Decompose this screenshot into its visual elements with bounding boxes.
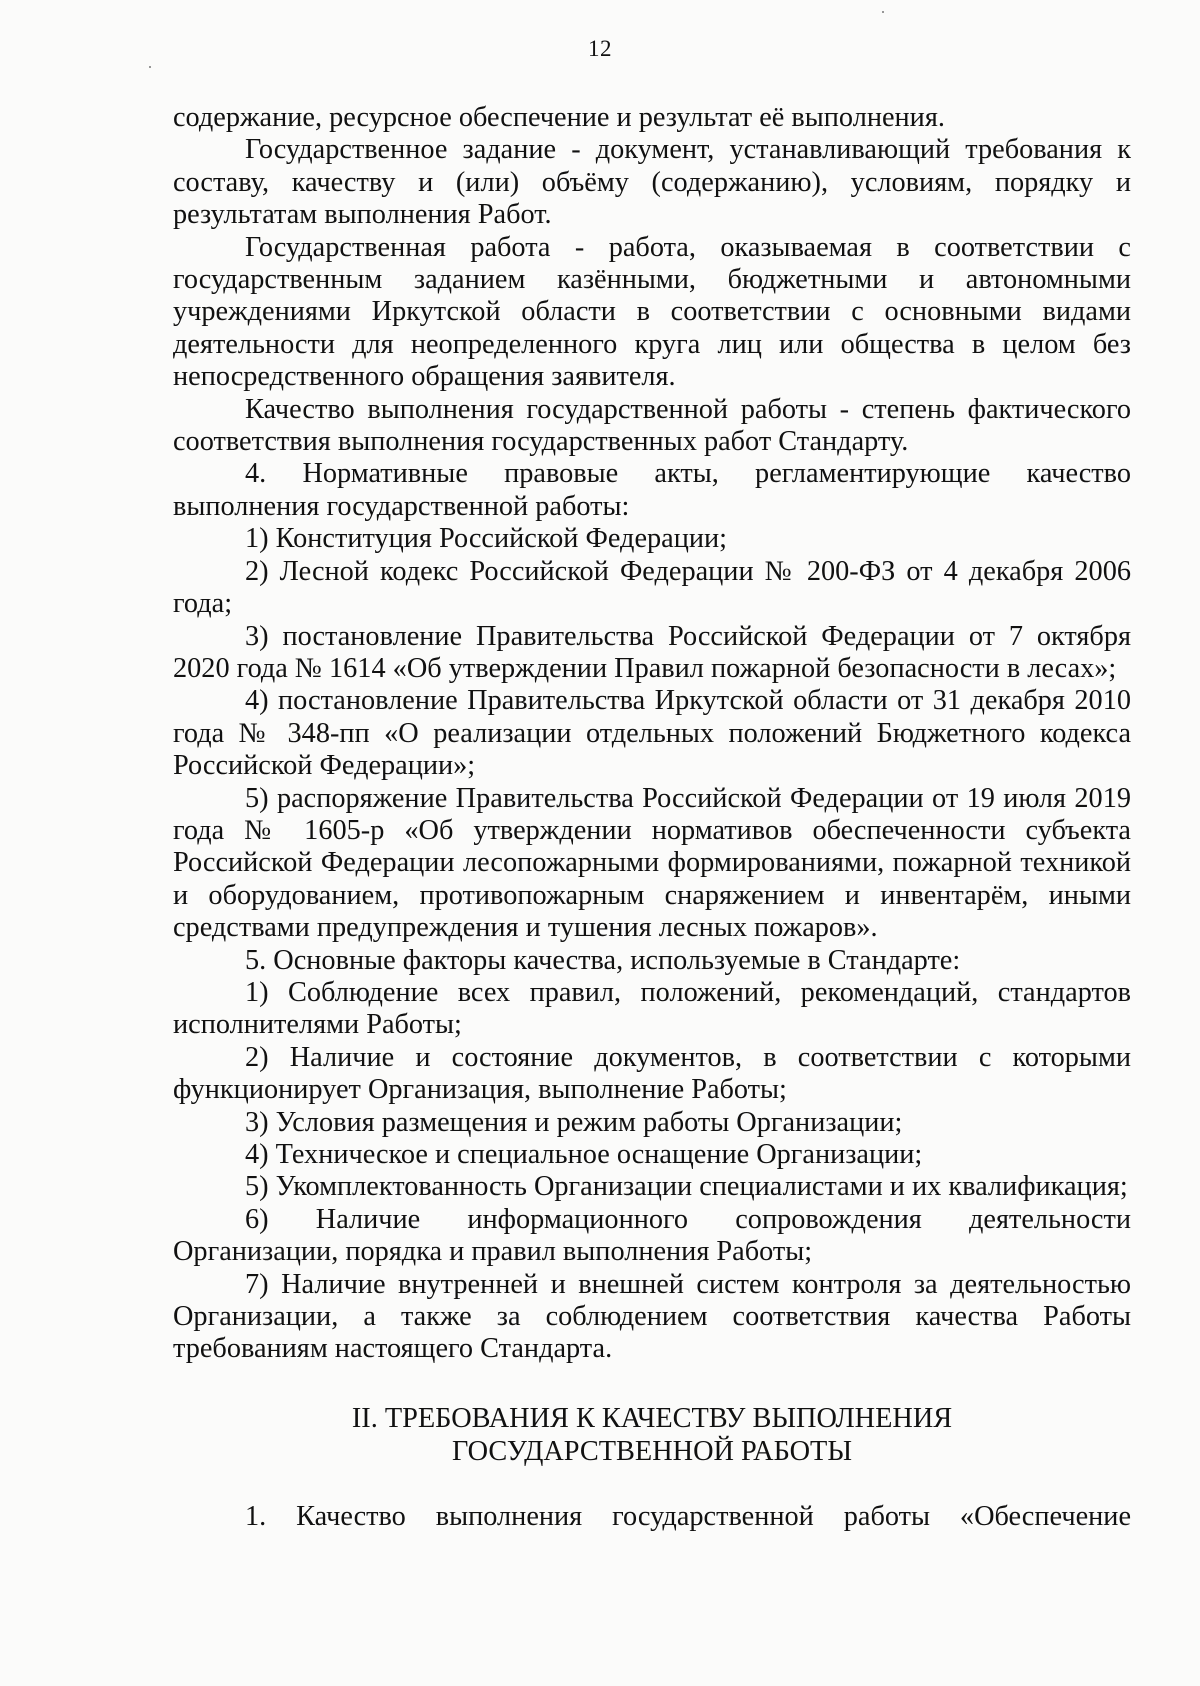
list-item: 7) Наличие внутренней и внешней систем контроля за деятельностью Организации, а также за соблюдением соответствия качества Работы требованиям настоящего Стандарта. xyxy=(173,1268,1131,1365)
scan-speck xyxy=(882,11,884,13)
list-item: 3) постановление Правительства Российской Федерации от 7 октября 2020 года № 1614 «Об утверждении Правил пожарной безопасности в лесах»; xyxy=(173,620,1131,684)
list-item: 4) постановление Правительства Иркутской области от 31 декабря 2010 года № 348-пп «О реализации отдельных положений Бюджетного кодекса Российской Федерации»; xyxy=(173,685,1131,782)
list-item: 5) распоряжение Правительства Российской Федерации от 19 июля 2019 года № 1605-р «Об утверждении нормативов обеспеченности субъекта Российской Федерации лесопожарными формированиями, пожарной техникой и оборудованием, противопожарным снаряжением и инвентарём, иными средствами предупреждения и тушения лесных пожаров». xyxy=(173,782,1131,944)
list-item: 1) Соблюдение всех правил, положений, рекомендаций, стандартов исполнителями Работы; xyxy=(173,976,1131,1041)
paragraph: содержание, ресурсное обеспечение и результат её выполнения. xyxy=(173,102,945,133)
document-body xyxy=(173,102,1131,1533)
paragraph: Государственная работа - работа, оказываемая в соответствии с государственным заданием казёнными, бюджетными и автономными учреждениями Иркутской области в соответствии с основными видами деятельности для неопределенного круга лиц или общества в целом без непосредственного обращения заявителя. xyxy=(173,231,1131,393)
list-item: 4) Техническое и специальное оснащение Организации; xyxy=(245,1139,923,1170)
paragraph: Качество выполнения государственной работы - степень фактического соответствия выполнения государственных работ Стандарту. xyxy=(173,393,1131,458)
list-item: 3) Условия размещения и режим работы Организации; xyxy=(245,1106,903,1138)
section-heading-line: II. ТРЕБОВАНИЯ К КАЧЕСТВУ ВЫПОЛНЕНИЯ xyxy=(351,1402,953,1434)
list-item: 2) Лесной кодекс Российской Федерации № 200-ФЗ от 4 декабря 2006 года; xyxy=(173,555,1131,620)
paragraph: 5. Основные факторы качества, используемые в Стандарте: xyxy=(245,944,961,976)
section-heading-line: ГОСУДАРСТВЕННОЙ РАБОТЫ xyxy=(451,1435,853,1467)
section-heading xyxy=(173,1402,1131,1468)
list-item: 1) Конституция Российской Федерации; xyxy=(245,523,728,555)
scan-speck xyxy=(149,66,151,68)
paragraph: 1. Качество выполнения государственной работы «Обеспечение xyxy=(245,1500,1131,1532)
list-item: 5) Укомплектованность Организации специалистами и их квалификация; xyxy=(245,1171,1128,1203)
paragraph: Государственное задание - документ, устанавливающий требования к составу, качеству и (или) объёму (содержанию), условиям, порядку и результатам выполнения Работ. xyxy=(173,134,1131,231)
paragraph: 4. Нормативные правовые акты, регламентирующие качество выполнения государственной работы: xyxy=(173,458,1131,522)
list-item: 6) Наличие информационного сопровождения деятельности Организации, порядка и правил выполнения Работы; xyxy=(173,1203,1131,1268)
list-item: 2) Наличие и состояние документов, в соответствии с которыми функционирует Организация, выполнение Работы; xyxy=(173,1041,1131,1106)
page-number: 12 xyxy=(588,36,612,61)
